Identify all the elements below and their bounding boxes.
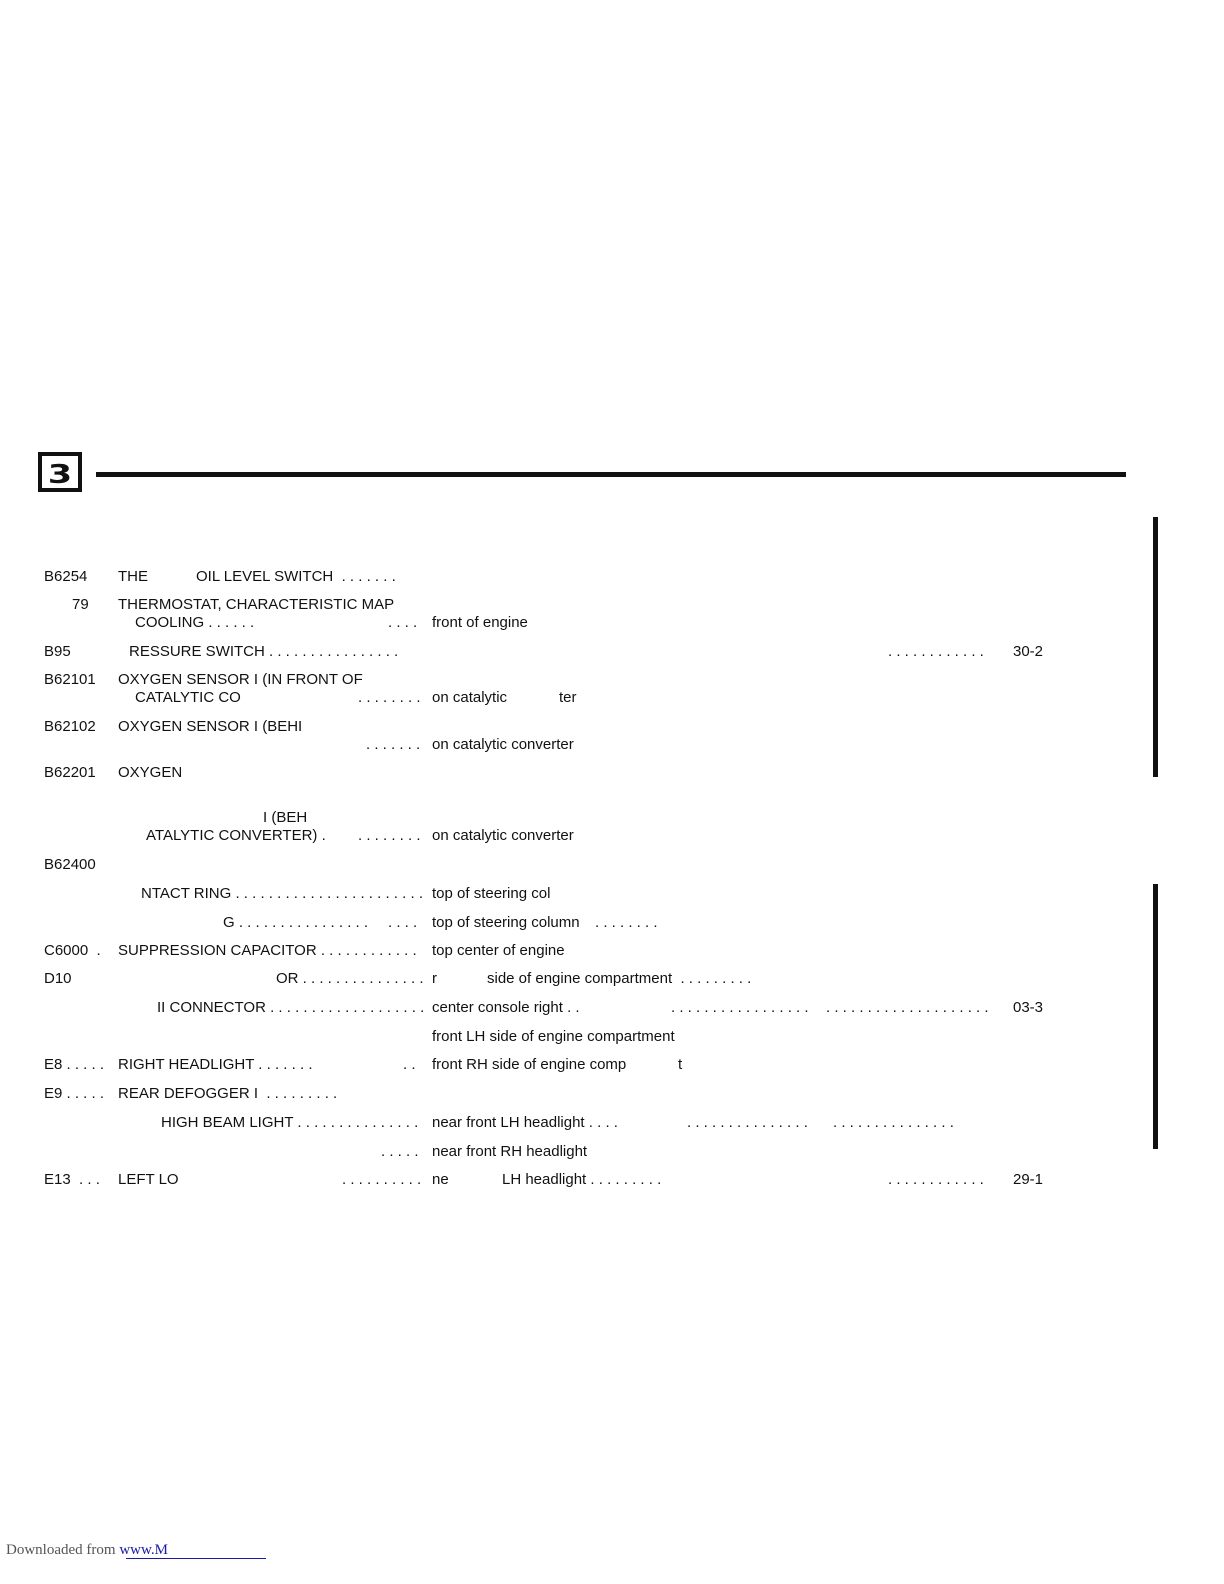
component-name: LEFT LO bbox=[118, 1171, 179, 1188]
component-code: B62101 bbox=[44, 671, 96, 688]
component-name-cont: ATALYTIC CONVERTER) . bbox=[146, 827, 326, 844]
component-location: on catalytic converter bbox=[432, 736, 574, 753]
page-reference: 30-2 bbox=[1013, 643, 1044, 660]
leader-dots: . . . . . . . . . . bbox=[342, 1171, 422, 1188]
component-location: front of engine bbox=[432, 614, 528, 631]
component-name: THERMOSTAT, CHARACTERISTIC MAP bbox=[118, 596, 395, 613]
component-location-cont: t bbox=[678, 1056, 683, 1073]
component-code: B62201 bbox=[44, 764, 96, 781]
component-code: E8 . . . . . bbox=[44, 1056, 105, 1073]
leader-dots: . . . . . bbox=[381, 1143, 419, 1160]
component-name-cont: CATALYTIC CO bbox=[135, 689, 241, 706]
component-code: 79 bbox=[72, 596, 89, 613]
header-rule bbox=[96, 472, 1126, 477]
leader-dots: . . . . . . . . . . . . . . . bbox=[687, 1114, 808, 1131]
component-name-cont: COOLING . . . . . . bbox=[135, 614, 255, 631]
component-location: ne bbox=[432, 1171, 449, 1188]
component-name: OXYGEN SENSOR I (BEHI bbox=[118, 718, 303, 735]
component-location: center console right . . bbox=[432, 999, 580, 1016]
leader-dots: . . . . bbox=[388, 914, 418, 931]
component-name: SUPPRESSION CAPACITOR . . . . . . . . . . . . bbox=[118, 942, 417, 959]
change-bar bbox=[1153, 517, 1158, 777]
component-location: top of steering column bbox=[432, 914, 580, 931]
component-location: front RH side of engine comp bbox=[432, 1056, 627, 1073]
component-name: OR . . . . . . . . . . . . . . . bbox=[276, 970, 424, 987]
leader-dots: . . . . . . . . . . . . bbox=[888, 643, 984, 660]
component-location: top of steering col bbox=[432, 885, 551, 902]
component-name: II CONNECTOR . . . . . . . . . . . . . . . . . . . bbox=[157, 999, 425, 1016]
leader-dots: . . . . . . . bbox=[366, 736, 421, 753]
leader-dots: . . . . . . . . . . . . . . . . . . . . bbox=[826, 999, 989, 1016]
component-location: near front RH headlight bbox=[432, 1143, 588, 1160]
component-code: E13 . . . bbox=[44, 1171, 100, 1188]
component-code: B62102 bbox=[44, 718, 96, 735]
component-name: HIGH BEAM LIGHT . . . . . . . . . . . . . . . bbox=[161, 1114, 419, 1131]
component-location: on catalytic bbox=[432, 689, 508, 706]
download-footer bbox=[6, 1542, 168, 1559]
component-location: r bbox=[432, 970, 437, 987]
component-name: THE bbox=[118, 568, 148, 585]
component-location: near front LH headlight . . . . bbox=[432, 1114, 618, 1131]
footer-prefix: Downloaded from bbox=[6, 1542, 120, 1558]
leader-dots: . . . . bbox=[388, 614, 418, 631]
component-name: NTACT RING . . . . . . . . . . . . . . . . . . . . . . . bbox=[141, 885, 423, 902]
component-name: OXYGEN bbox=[118, 764, 183, 781]
chapter-number: 3 bbox=[47, 460, 73, 490]
component-code: D10 bbox=[44, 970, 72, 987]
component-name: G . . . . . . . . . . . . . . . . bbox=[223, 914, 369, 931]
leader-dots: . . bbox=[403, 1056, 416, 1073]
component-location-cont: ter bbox=[559, 689, 577, 706]
component-name-cont: I (BEH bbox=[263, 809, 308, 826]
component-name: REAR DEFOGGER I . . . . . . . . . bbox=[118, 1085, 338, 1102]
component-name-cont: OIL LEVEL SWITCH . . . . . . . bbox=[196, 568, 396, 585]
component-location: front LH side of engine compartment bbox=[432, 1028, 675, 1045]
component-code: C6000 . bbox=[44, 942, 101, 959]
component-name: OXYGEN SENSOR I (IN FRONT OF bbox=[118, 671, 363, 688]
leader-dots: . . . . . . . . . . . . . . . bbox=[833, 1114, 954, 1131]
leader-dots: . . . . . . . . bbox=[358, 689, 421, 706]
component-code: B95 bbox=[44, 643, 71, 660]
component-location-cont: side of engine compartment . . . . . . . . . bbox=[487, 970, 752, 987]
component-name: RESSURE SWITCH . . . . . . . . . . . . . . . . bbox=[129, 643, 399, 660]
leader-dots: . . . . . . . . bbox=[595, 914, 658, 931]
component-location: on catalytic converter bbox=[432, 827, 574, 844]
leader-dots: . . . . . . . . . . . . bbox=[888, 1171, 984, 1188]
footer-link[interactable]: www.M bbox=[119, 1542, 168, 1558]
leader-dots: . . . . . . . . . . . . . . . . . bbox=[671, 999, 809, 1016]
component-location: top center of engine bbox=[432, 942, 565, 959]
component-code: E9 . . . . . bbox=[44, 1085, 105, 1102]
component-name: RIGHT HEADLIGHT . . . . . . . bbox=[118, 1056, 313, 1073]
component-code: B6254 bbox=[44, 568, 88, 585]
component-code: B62400 bbox=[44, 856, 96, 873]
change-bar bbox=[1153, 884, 1158, 1149]
component-location-cont: LH headlight . . . . . . . . . bbox=[502, 1171, 662, 1188]
page-reference: 03-3 bbox=[1013, 999, 1044, 1016]
leader-dots: . . . . . . . . bbox=[358, 827, 421, 844]
footer-link-underline bbox=[126, 1558, 266, 1559]
chapter-badge bbox=[38, 452, 82, 492]
page-reference: 29-1 bbox=[1013, 1171, 1044, 1188]
